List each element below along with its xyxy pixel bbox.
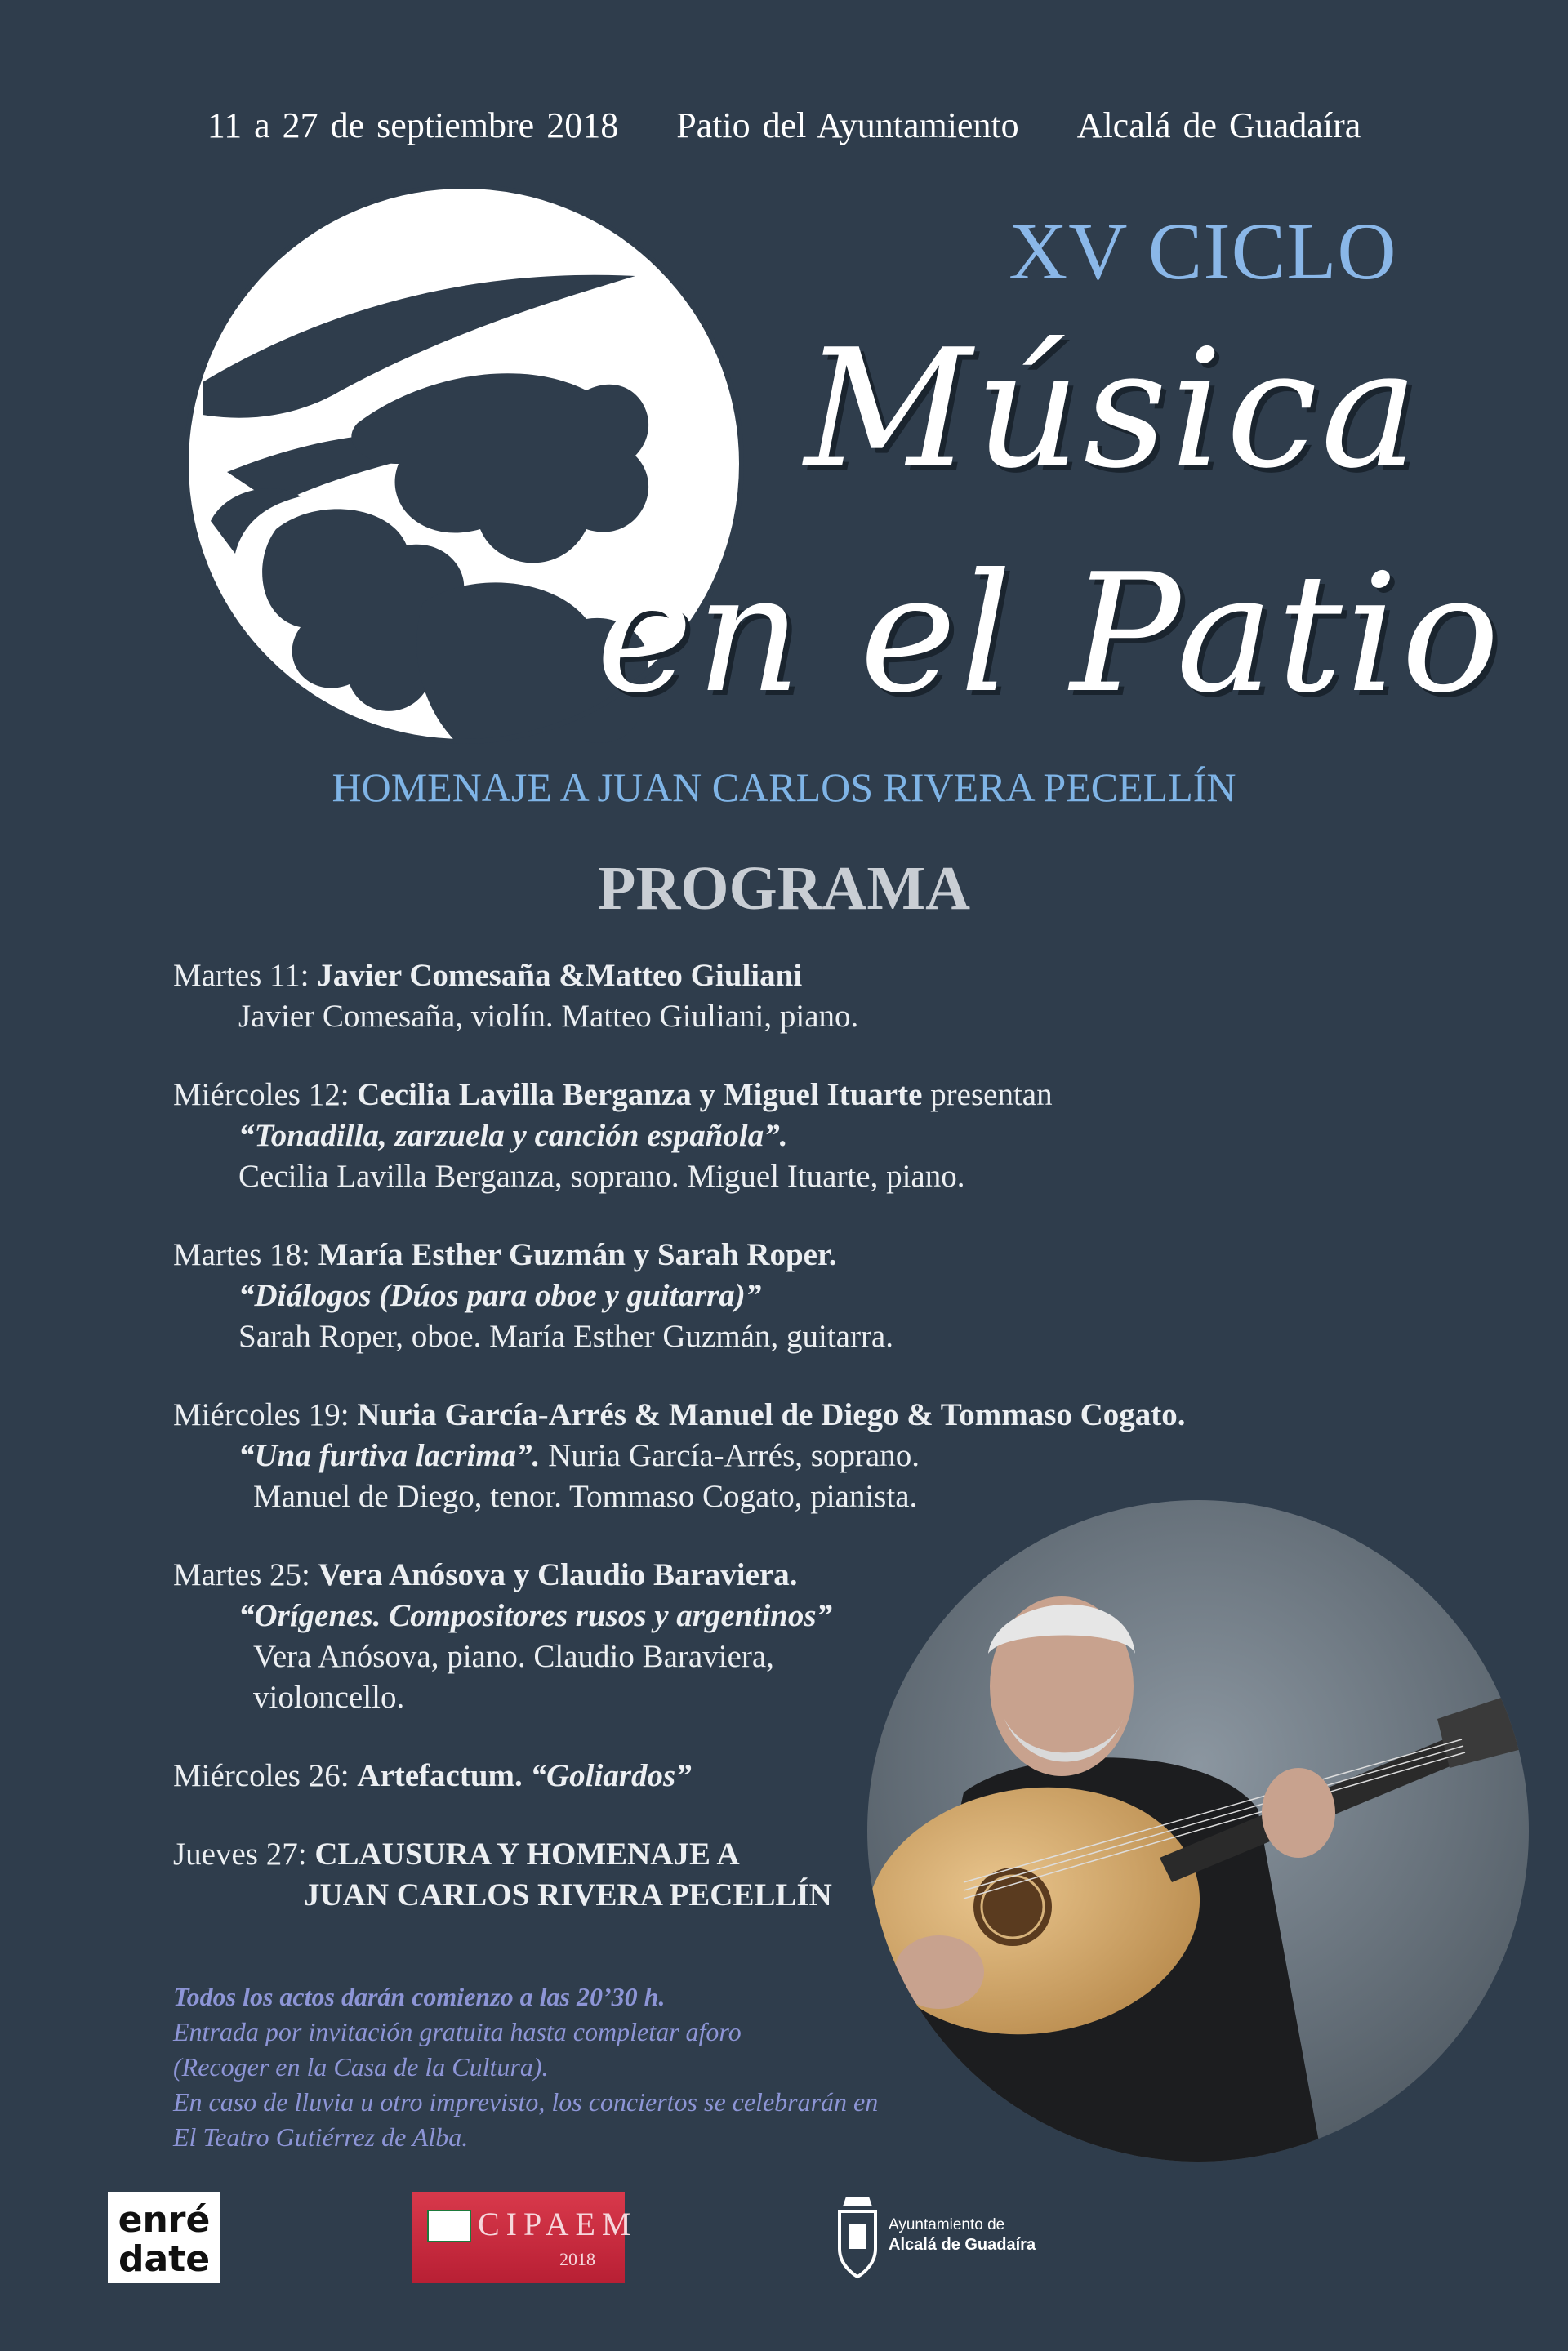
ayto-line-2: Alcalá de Guadaíra [889, 2236, 1036, 2254]
entry-artists-line2: JUAN CARLOS RIVERA PECELLÍN [304, 1877, 832, 1912]
entry-detail: violoncello. [253, 1680, 405, 1715]
entry-title: “Diálogos (Dúos para oboe y guitarra)” [238, 1278, 762, 1313]
entry-day: Jueves 27: [173, 1837, 307, 1872]
note-entry: Entrada por invitación gratuita hasta completar aforo [173, 2017, 742, 2046]
programa-heading: PROGRAMA [598, 854, 970, 923]
event-city: Alcalá de Guadaíra [1076, 105, 1361, 145]
coat-of-arms-icon [833, 2192, 882, 2283]
program-entry [173, 1395, 1316, 1517]
entry-artists: Artefactum. [357, 1758, 523, 1793]
entry-day: Martes 18: [173, 1237, 310, 1272]
entredate-logo [108, 2192, 220, 2283]
title-line-1: Música [804, 314, 1422, 505]
program-entry [173, 1834, 1316, 1916]
program-entry [173, 1756, 1316, 1797]
entry-artists: Cecilia Lavilla Berganza y Miguel Ituarte [357, 1077, 923, 1112]
program-entry [173, 1075, 1316, 1197]
entry-detail: Manuel de Diego, tenor. Tommaso Cogato, pianista. [253, 1479, 918, 1514]
entry-title: “Orígenes. Compositores rusos y argentinos” [238, 1598, 833, 1633]
homenaje-subtitle: HOMENAJE A JUAN CARLOS RIVERA PECELLÍN [332, 764, 1236, 810]
note-pickup: (Recoger en la Casa de la Cultura). [173, 2052, 549, 2082]
entry-artists: Javier Comesaña &Matteo Giuliani [317, 958, 803, 993]
entredate-top: enré [118, 2199, 211, 2241]
entry-day: Martes 25: [173, 1557, 310, 1592]
entry-artists: Nuria García-Arrés & Manuel de Diego & Tommaso Cogato. [357, 1397, 1186, 1432]
cipaem-name: CIPAEM [478, 2206, 638, 2242]
event-notes [173, 1979, 990, 2155]
program-entry [173, 955, 1316, 1037]
entry-detail: Sarah Roper, oboe. María Esther Guzmán, guitarra. [238, 1319, 893, 1354]
entry-day: Martes 11: [173, 958, 310, 993]
event-header [0, 105, 1568, 146]
entry-day: Miércoles 12: [173, 1077, 350, 1112]
ayuntamiento-logo [833, 2192, 1045, 2283]
entredate-bottom: date [118, 2238, 211, 2280]
title-line-2: en el Patio [596, 539, 1503, 729]
program-list [173, 955, 1316, 1953]
andalucia-flag-icon [427, 2210, 471, 2242]
entry-detail: Javier Comesaña, violín. Matteo Giuliani, piano. [238, 999, 859, 1034]
note-start-time: Todos los actos darán comienzo a las 20’30 h. [173, 1982, 666, 2011]
entry-title-suffix: Nuria García-Arrés, soprano. [540, 1438, 920, 1473]
cipaem-logo [412, 2192, 638, 2283]
ayto-line-1: Ayuntamiento de [889, 2216, 1005, 2233]
event-venue: Patio del Ayuntamiento [676, 105, 1019, 145]
entry-suffix: presentan [922, 1077, 1053, 1112]
entry-title: “Tonadilla, zarzuela y canción española”. [238, 1118, 788, 1153]
cipaem-year: 2018 [559, 2249, 595, 2269]
ciclo-label: XV CICLO [1009, 206, 1397, 296]
note-rain-venue: El Teatro Gutiérrez de Alba. [173, 2122, 469, 2152]
entry-detail: Cecilia Lavilla Berganza, soprano. Miguel Ituarte, piano. [238, 1159, 965, 1194]
entry-artists: CLAUSURA Y HOMENAJE A [314, 1837, 740, 1872]
entry-title: “Goliardos” [530, 1758, 692, 1793]
note-rain: En caso de lluvia u otro imprevisto, los conciertos se celebrarán en [173, 2087, 879, 2117]
program-entry [173, 1555, 1316, 1718]
entry-day: Miércoles 26: [173, 1758, 350, 1793]
entry-title: “Una furtiva lacrima”. [238, 1438, 541, 1473]
program-entry [173, 1235, 1316, 1357]
entry-day: Miércoles 19: [173, 1397, 350, 1432]
entry-detail: Vera Anósova, piano. Claudio Baraviera, [253, 1639, 774, 1674]
entry-artists: Vera Anósova y Claudio Baraviera. [318, 1557, 798, 1592]
entry-artists: María Esther Guzmán y Sarah Roper. [318, 1237, 837, 1272]
event-dates: 11 a 27 de septiembre 2018 [207, 105, 619, 145]
